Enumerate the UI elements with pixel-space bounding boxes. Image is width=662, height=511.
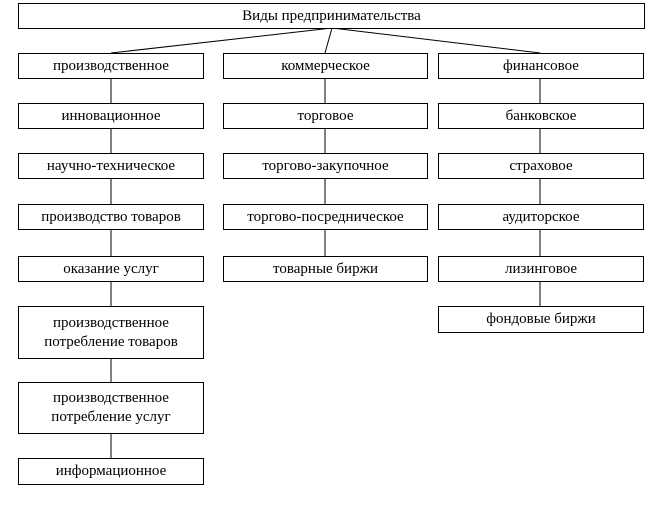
column-finance-head: финансовое <box>438 53 644 79</box>
column-production-item: оказание услуг <box>18 256 204 282</box>
column-finance-item: фондовые биржи <box>438 306 644 333</box>
column-production-item: инновационное <box>18 103 204 129</box>
connector-root-commerce <box>325 28 332 53</box>
column-production-head: производственное <box>18 53 204 79</box>
connector-root-finance <box>332 28 540 53</box>
column-finance-item: аудиторское <box>438 204 644 230</box>
column-commerce-item: торгово-закупочное <box>223 153 428 179</box>
column-finance-item: банковское <box>438 103 644 129</box>
connector-root-production <box>111 28 332 53</box>
column-commerce-item: торговое <box>223 103 428 129</box>
column-production-item: научно-техническое <box>18 153 204 179</box>
column-finance-item: лизинговое <box>438 256 644 282</box>
column-production-item: производство товаров <box>18 204 204 230</box>
column-production-item: производственное потребление товаров <box>18 306 204 359</box>
column-commerce-item: торгово-посредническое <box>223 204 428 230</box>
column-commerce-head: коммерческое <box>223 53 428 79</box>
column-production-item: информационное <box>18 458 204 485</box>
column-commerce-item: товарные биржи <box>223 256 428 282</box>
column-finance-item: страховое <box>438 153 644 179</box>
root-box: Виды предпринимательства <box>18 3 645 29</box>
column-production-item: производственное потребление услуг <box>18 382 204 434</box>
